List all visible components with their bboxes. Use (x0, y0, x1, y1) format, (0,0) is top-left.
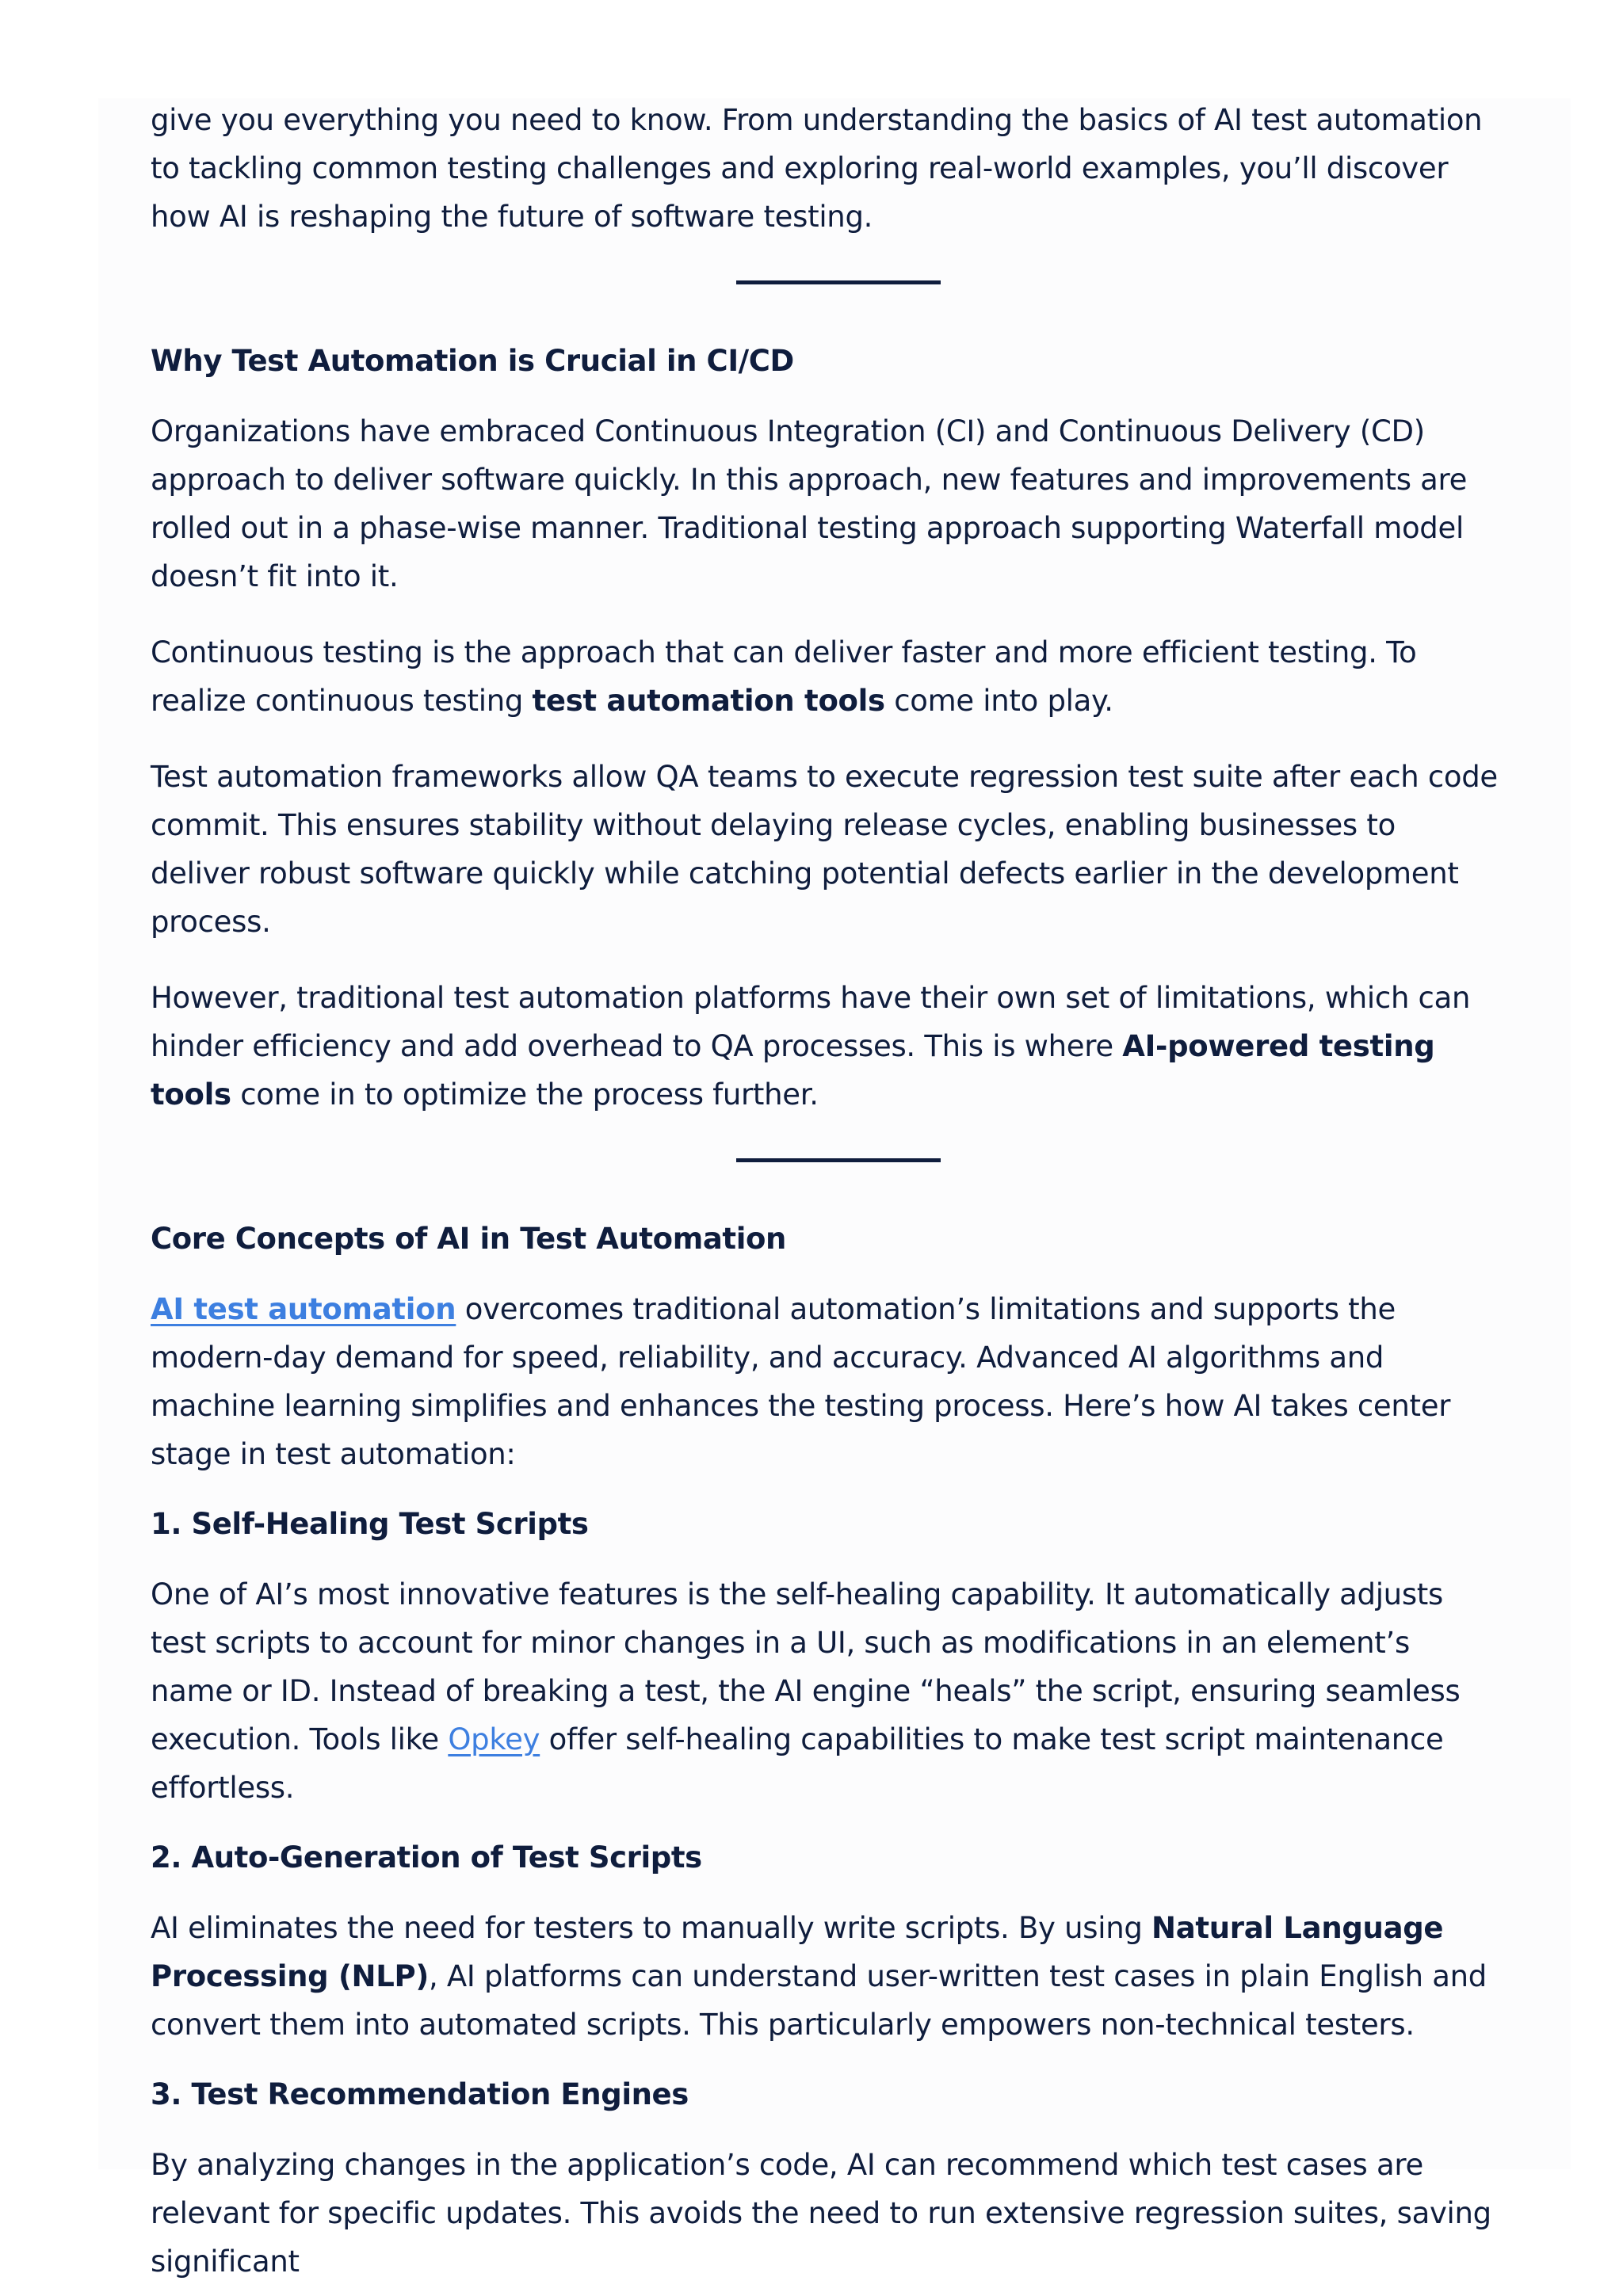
article-content (98, 98, 1571, 2279)
paragraph-continuous-testing: Continuous testing is the approach that can deliver faster and more efficient testing. To realize continuous testing test automation tools come into play. (151, 635, 1417, 718)
paragraph-frameworks: Test automation frameworks allow QA teams to execute regression test suite after each code commit. This ensures stability without delaying release cycles, enabling businesses to deliver robust software quickly while catching potential defects earlier in the development process. (151, 760, 1498, 939)
subheading-auto-generation: 2. Auto-Generation of Test Scripts (151, 1840, 702, 1875)
opkey-link[interactable]: Opkey (448, 1722, 540, 1756)
paragraph-recommendation-engines: By analyzing changes in the application’s code, AI can recommend which test cases are relevant for specific updates. This avoids the need to run extensive regression suites, saving significant (151, 2148, 1491, 2279)
paragraph-self-healing: One of AI’s most innovative features is the self-healing capability. It automatically adjusts test scripts to account for minor changes in a UI, such as modifications in an element’s name or ID. Instead of breaking a test, the AI engine “heals” the script, ensuring seamless execution. Tools like Opkey offer self-healing capabilities to make test script maintenance effortless. (151, 1577, 1461, 1805)
paragraph-auto-generation: AI eliminates the need for testers to manually write scripts. By using Natural Language Processing (NLP), AI platforms can understand user-written test cases in plain English and convert them into automated scripts. This particularly empowers non-technical testers. (151, 1911, 1487, 2042)
bold-nlp: Natural Language Processing (NLP) (151, 1911, 1444, 1993)
bold-test-automation-tools: test automation tools (532, 684, 885, 718)
subheading-self-healing: 1. Self-Healing Test Scripts (151, 1507, 589, 1541)
intro-paragraph: give you everything you need to know. From understanding the basics of AI test automation to tackling common testing challenges and exploring real-world examples, you’ll discover how AI is reshaping the future of software testing. (151, 103, 1483, 234)
bold-ai-powered-tools: AI-powered testing tools (151, 1029, 1435, 1112)
subheading-recommendation-engines: 3. Test Recommendation Engines (151, 2077, 689, 2111)
paragraph-core-concepts: AI test automation overcomes traditional automation’s limitations and supports the modern-day demand for speed, reliability, and accuracy. Advanced AI algorithms and machine learning simplifies and enhances the testing process. Here’s how AI takes center stage in test automation: (151, 1292, 1451, 1471)
paragraph-ci-cd-intro: Organizations have embraced Continuous Integration (CI) and Continuous Delivery (CD) approach to deliver software quickly. In this approach, new features and improvements are rolled out in a phase-wise manner. Traditional testing approach supporting Waterfall model doesn’t fit into it. (151, 414, 1468, 593)
ai-test-automation-link[interactable]: AI test automation (151, 1292, 456, 1326)
section-heading-core-concepts: Core Concepts of AI in Test Automation (151, 1222, 786, 1256)
section-heading-ci-cd: Why Test Automation is Crucial in CI/CD (151, 344, 794, 378)
paragraph-limitations: However, traditional test automation platforms have their own set of limitations, which can hinder efficiency and add overhead to QA processes. This is where AI-powered testing tools come in to optimize the process further. (151, 981, 1471, 1112)
